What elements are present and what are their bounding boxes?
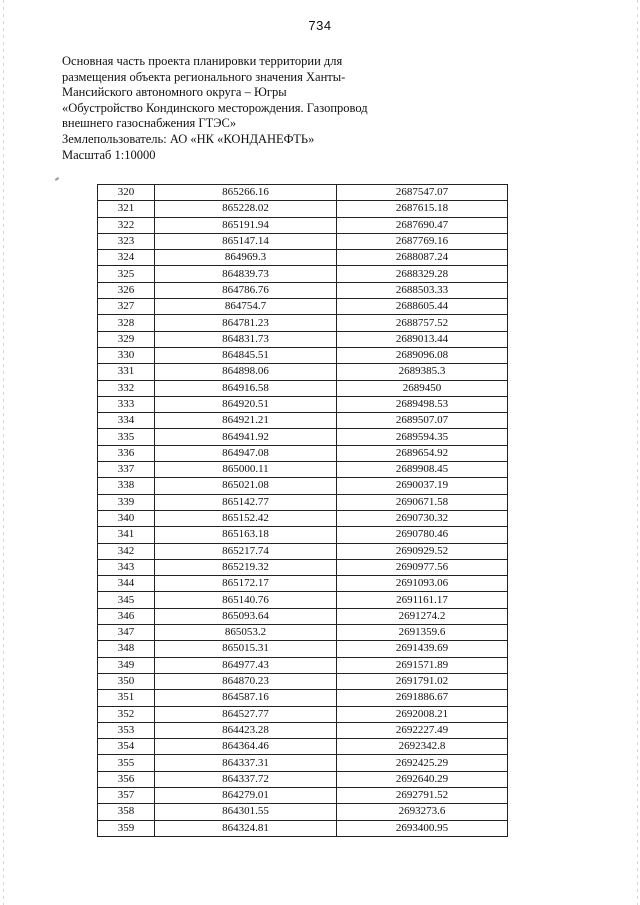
table-row [98, 657, 508, 673]
x-coordinate-cell: 865217.74 [155, 543, 337, 559]
point-number-cell: 355 [98, 755, 155, 771]
table-row [98, 282, 508, 298]
y-coordinate-cell: 2687547.07 [337, 185, 508, 201]
y-coordinate-cell: 2690929.52 [337, 543, 508, 559]
y-coordinate-cell: 2688757.52 [337, 315, 508, 331]
x-coordinate-cell: 865015.31 [155, 641, 337, 657]
x-coordinate-cell: 864920.51 [155, 396, 337, 412]
point-number-cell: 347 [98, 625, 155, 641]
point-number-cell: 349 [98, 657, 155, 673]
y-coordinate-cell: 2691791.02 [337, 673, 508, 689]
table-row [98, 771, 508, 787]
point-number-cell: 345 [98, 592, 155, 608]
y-coordinate-cell: 2689385.3 [337, 364, 508, 380]
table-row [98, 690, 508, 706]
x-coordinate-cell: 865191.94 [155, 217, 337, 233]
x-coordinate-cell: 864916.58 [155, 380, 337, 396]
point-number-cell: 338 [98, 478, 155, 494]
table-row [98, 331, 508, 347]
x-coordinate-cell: 864870.23 [155, 673, 337, 689]
x-coordinate-cell: 864969.3 [155, 250, 337, 266]
table-row [98, 380, 508, 396]
x-coordinate-cell: 865228.02 [155, 201, 337, 217]
point-number-cell: 341 [98, 527, 155, 543]
y-coordinate-cell: 2691359.6 [337, 625, 508, 641]
table-row [98, 266, 508, 282]
y-coordinate-cell: 2689096.08 [337, 347, 508, 363]
y-coordinate-cell: 2688329.28 [337, 266, 508, 282]
point-number-cell: 336 [98, 445, 155, 461]
y-coordinate-cell: 2689450 [337, 380, 508, 396]
point-number-cell: 330 [98, 347, 155, 363]
point-number-cell: 337 [98, 462, 155, 478]
y-coordinate-cell: 2692227.49 [337, 722, 508, 738]
table-row [98, 445, 508, 461]
y-coordinate-cell: 2688087.24 [337, 250, 508, 266]
x-coordinate-cell: 864587.16 [155, 690, 337, 706]
y-coordinate-cell: 2687615.18 [337, 201, 508, 217]
y-coordinate-cell: 2692640.29 [337, 771, 508, 787]
point-number-cell: 352 [98, 706, 155, 722]
point-number-cell: 340 [98, 510, 155, 526]
coordinates-table-body [98, 185, 508, 837]
x-coordinate-cell: 864279.01 [155, 787, 337, 803]
heading-line: Основная часть проекта планировки территории для [62, 54, 343, 68]
landowner-line: Землепользователь: АО «НК «КОНДАНЕФТЬ» [62, 131, 315, 146]
x-coordinate-cell: 864921.21 [155, 413, 337, 429]
x-coordinate-cell: 864301.55 [155, 804, 337, 820]
point-number-cell: 323 [98, 233, 155, 249]
x-coordinate-cell: 864839.73 [155, 266, 337, 282]
x-coordinate-cell: 865093.64 [155, 608, 337, 624]
point-number-cell: 321 [98, 201, 155, 217]
table-row [98, 299, 508, 315]
x-coordinate-cell: 865266.16 [155, 185, 337, 201]
x-coordinate-cell: 864337.72 [155, 771, 337, 787]
y-coordinate-cell: 2689908.45 [337, 462, 508, 478]
table-row [98, 739, 508, 755]
point-number-cell: 343 [98, 559, 155, 575]
table-row [98, 576, 508, 592]
point-number-cell: 332 [98, 380, 155, 396]
point-number-cell: 335 [98, 429, 155, 445]
y-coordinate-cell: 2687769.16 [337, 233, 508, 249]
page-number: 734 [308, 18, 332, 33]
x-coordinate-cell: 864941.92 [155, 429, 337, 445]
x-coordinate-cell: 864845.51 [155, 347, 337, 363]
point-number-cell: 334 [98, 413, 155, 429]
x-coordinate-cell: 864977.43 [155, 657, 337, 673]
heading-line: «Обустройство Кондинского месторождения. Газопровод [62, 100, 368, 115]
point-number-cell: 358 [98, 804, 155, 820]
point-number-cell: 331 [98, 364, 155, 380]
point-number-cell: 333 [98, 396, 155, 412]
x-coordinate-cell: 864947.08 [155, 445, 337, 461]
y-coordinate-cell: 2691571.89 [337, 657, 508, 673]
point-number-cell: 350 [98, 673, 155, 689]
point-number-cell: 326 [98, 282, 155, 298]
table-row [98, 250, 508, 266]
y-coordinate-cell: 2692342.8 [337, 739, 508, 755]
table-row [98, 396, 508, 412]
y-coordinate-cell: 2690671.58 [337, 494, 508, 510]
table-row [98, 527, 508, 543]
point-number-cell: 357 [98, 787, 155, 803]
x-coordinate-cell: 865021.08 [155, 478, 337, 494]
table-row [98, 201, 508, 217]
x-coordinate-cell: 864364.46 [155, 739, 337, 755]
point-number-cell: 328 [98, 315, 155, 331]
x-coordinate-cell: 865053.2 [155, 625, 337, 641]
table-row [98, 478, 508, 494]
x-coordinate-cell: 864754.7 [155, 299, 337, 315]
y-coordinate-cell: 2689594.35 [337, 429, 508, 445]
heading-line: размещения объекта регионального значения Ханты- [62, 69, 346, 84]
x-coordinate-cell: 865147.14 [155, 233, 337, 249]
point-number-cell: 359 [98, 820, 155, 836]
table-row [98, 543, 508, 559]
table-row [98, 217, 508, 233]
x-coordinate-cell: 864786.76 [155, 282, 337, 298]
table-row [98, 641, 508, 657]
point-number-cell: 322 [98, 217, 155, 233]
table-row [98, 559, 508, 575]
x-coordinate-cell: 864324.81 [155, 820, 337, 836]
point-number-cell: 324 [98, 250, 155, 266]
x-coordinate-cell: 865000.11 [155, 462, 337, 478]
y-coordinate-cell: 2688503.33 [337, 282, 508, 298]
y-coordinate-cell: 2689654.92 [337, 445, 508, 461]
x-coordinate-cell: 865172.17 [155, 576, 337, 592]
y-coordinate-cell: 2692791.52 [337, 787, 508, 803]
table-row [98, 804, 508, 820]
y-coordinate-cell: 2690977.56 [337, 559, 508, 575]
scan-edge-left [3, 0, 4, 905]
y-coordinate-cell: 2693273.6 [337, 804, 508, 820]
x-coordinate-cell: 865163.18 [155, 527, 337, 543]
x-coordinate-cell: 864898.06 [155, 364, 337, 380]
scale-line: Масштаб 1:10000 [62, 147, 156, 162]
table-row [98, 787, 508, 803]
y-coordinate-cell: 2689013.44 [337, 331, 508, 347]
y-coordinate-cell: 2690037.19 [337, 478, 508, 494]
point-number-cell: 346 [98, 608, 155, 624]
table-row [98, 722, 508, 738]
point-number-cell: 329 [98, 331, 155, 347]
point-number-cell: 353 [98, 722, 155, 738]
table-row [98, 185, 508, 201]
point-number-cell: 351 [98, 690, 155, 706]
table-row [98, 413, 508, 429]
point-number-cell: 339 [98, 494, 155, 510]
table-row [98, 347, 508, 363]
point-number-cell: 325 [98, 266, 155, 282]
point-number-cell: 348 [98, 641, 155, 657]
x-coordinate-cell: 864423.28 [155, 722, 337, 738]
y-coordinate-cell: 2690730.32 [337, 510, 508, 526]
table-row [98, 592, 508, 608]
y-coordinate-cell: 2692008.21 [337, 706, 508, 722]
y-coordinate-cell: 2693400.95 [337, 820, 508, 836]
table-row [98, 233, 508, 249]
y-coordinate-cell: 2689498.53 [337, 396, 508, 412]
table-row [98, 510, 508, 526]
point-number-cell: 356 [98, 771, 155, 787]
y-coordinate-cell: 2691093.06 [337, 576, 508, 592]
table-row [98, 625, 508, 641]
coordinates-table [97, 184, 508, 837]
y-coordinate-cell: 2691274.2 [337, 608, 508, 624]
x-coordinate-cell: 864831.73 [155, 331, 337, 347]
y-coordinate-cell: 2687690.47 [337, 217, 508, 233]
scan-speck [55, 177, 59, 181]
table-row [98, 755, 508, 771]
x-coordinate-cell: 865142.77 [155, 494, 337, 510]
heading-line: внешнего газоснабжения ГТЭС» [62, 116, 237, 131]
table-row [98, 429, 508, 445]
y-coordinate-cell: 2690780.46 [337, 527, 508, 543]
point-number-cell: 320 [98, 185, 155, 201]
table-row [98, 364, 508, 380]
x-coordinate-cell: 864337.31 [155, 755, 337, 771]
table-row [98, 608, 508, 624]
x-coordinate-cell: 865219.32 [155, 559, 337, 575]
point-number-cell: 354 [98, 739, 155, 755]
y-coordinate-cell: 2691161.17 [337, 592, 508, 608]
x-coordinate-cell: 865152.42 [155, 510, 337, 526]
table-row [98, 673, 508, 689]
table-row [98, 820, 508, 836]
table-row [98, 494, 508, 510]
x-coordinate-cell: 865140.76 [155, 592, 337, 608]
point-number-cell: 344 [98, 576, 155, 592]
table-row [98, 462, 508, 478]
point-number-cell: 327 [98, 299, 155, 315]
y-coordinate-cell: 2689507.07 [337, 413, 508, 429]
y-coordinate-cell: 2692425.29 [337, 755, 508, 771]
heading-line: Мансийского автономного округа – Югры [62, 85, 287, 100]
x-coordinate-cell: 864527.77 [155, 706, 337, 722]
table-row [98, 315, 508, 331]
point-number-cell: 342 [98, 543, 155, 559]
y-coordinate-cell: 2688605.44 [337, 299, 508, 315]
y-coordinate-cell: 2691439.69 [337, 641, 508, 657]
document-heading [62, 54, 382, 163]
y-coordinate-cell: 2691886.67 [337, 690, 508, 706]
x-coordinate-cell: 864781.23 [155, 315, 337, 331]
scan-edge-right [637, 0, 638, 905]
table-row [98, 706, 508, 722]
